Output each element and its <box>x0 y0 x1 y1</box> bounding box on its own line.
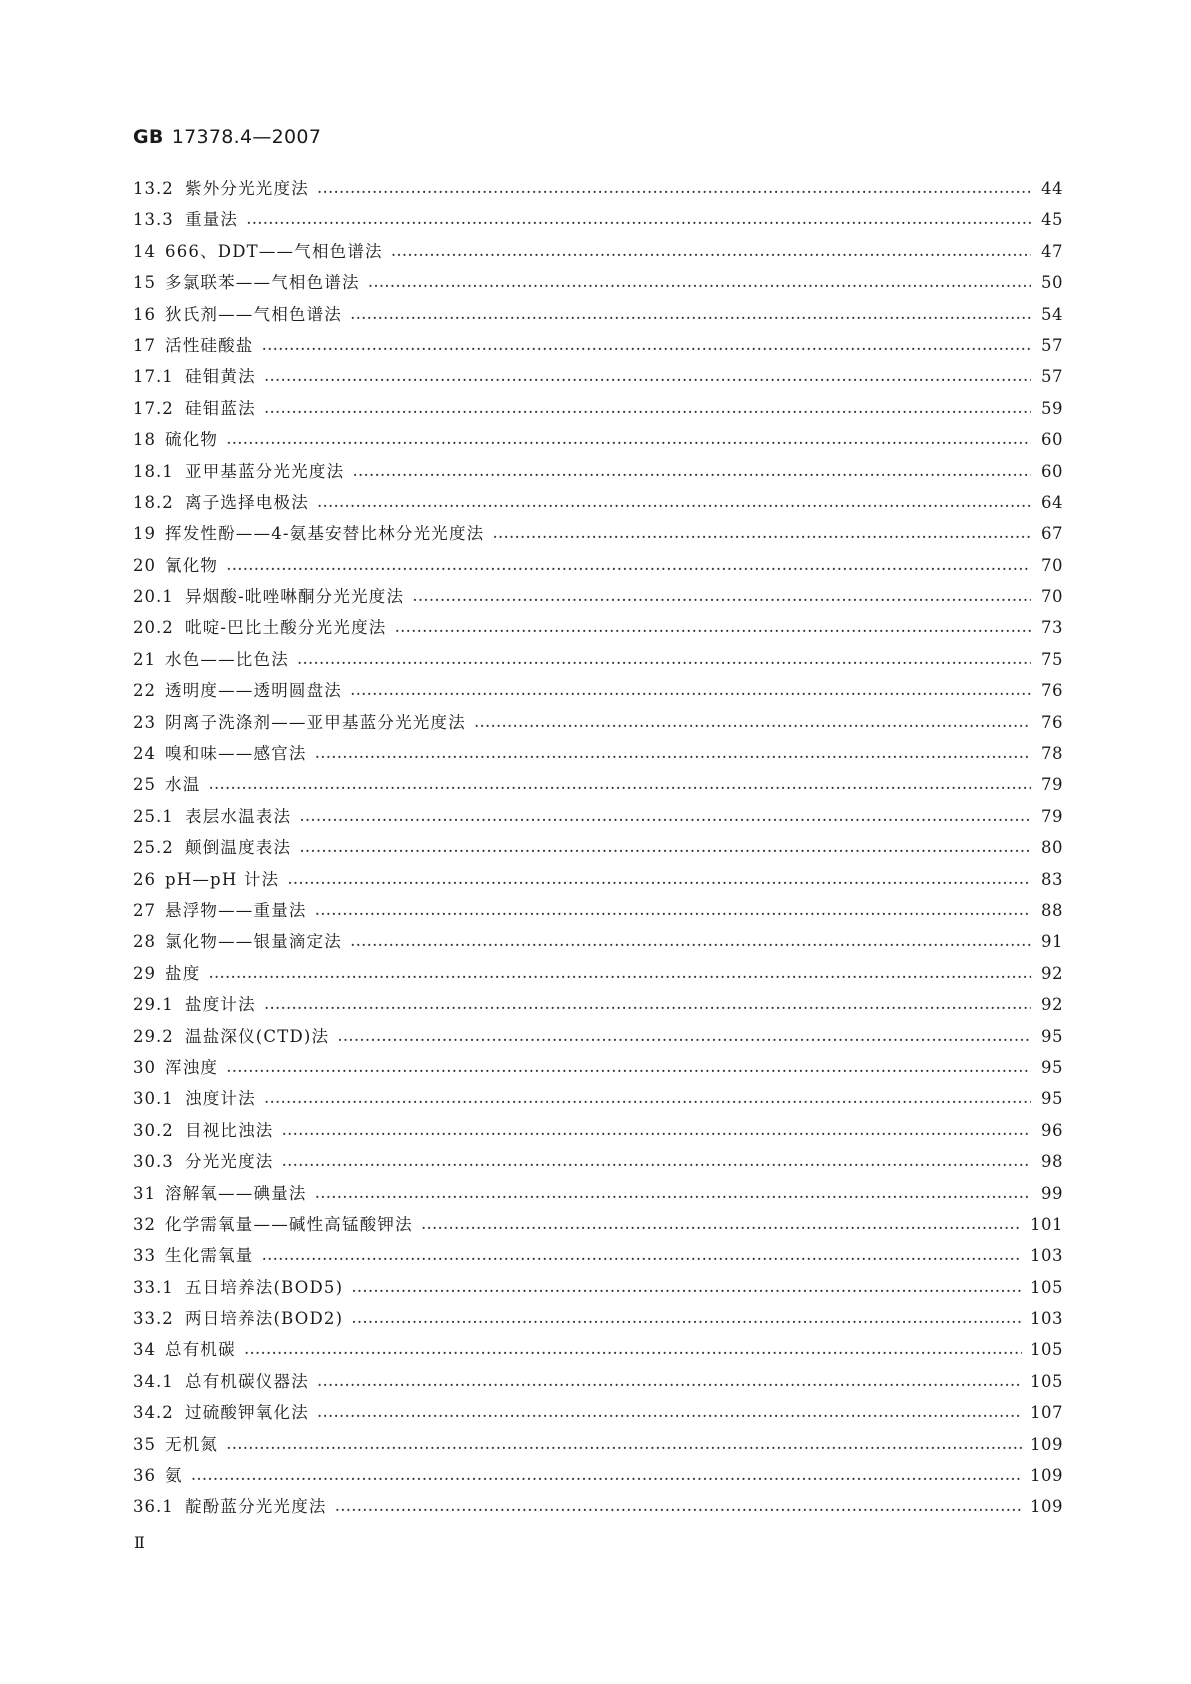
toc-entry[interactable] <box>133 680 1063 711</box>
toc-entry-page: 45 <box>1041 210 1063 230</box>
toc-entry-title: 浑浊度 <box>165 1057 219 1077</box>
toc-entry-number: 34.2 <box>133 1403 174 1423</box>
toc-entry-page: 83 <box>1041 869 1063 889</box>
toc-dot-leader <box>262 1245 1023 1267</box>
toc-entry-page: 57 <box>1041 367 1063 387</box>
toc-entry-title: 总有机碳 <box>165 1340 236 1360</box>
toc-dot-leader <box>246 209 1031 231</box>
toc-dot-leader <box>317 178 1031 200</box>
toc-entry-page: 109 <box>1030 1466 1063 1486</box>
toc-entry-number: 29 <box>133 963 156 983</box>
toc-entry-number: 30.2 <box>133 1120 174 1140</box>
toc-dot-leader <box>315 743 1031 765</box>
toc-entry-number: 13.3 <box>133 210 174 230</box>
toc-entry-number: 24 <box>133 744 156 764</box>
toc-entry-number: 18.1 <box>133 461 174 481</box>
toc-entry-title: 分光光度法 <box>185 1152 274 1172</box>
toc-entry-page: 103 <box>1030 1246 1063 1266</box>
toc-dot-leader <box>350 931 1031 953</box>
toc-dot-leader <box>191 1465 1022 1487</box>
toc-entry-page: 79 <box>1041 775 1063 795</box>
toc-dot-leader <box>335 1496 1022 1518</box>
toc-dot-leader <box>282 1151 1032 1173</box>
toc-entry-page: 101 <box>1030 1214 1063 1234</box>
toc-dot-leader <box>299 837 1031 859</box>
toc-dot-leader <box>317 1402 1022 1424</box>
toc-entry-number: 33 <box>133 1246 156 1266</box>
toc-entry-page: 47 <box>1041 241 1063 261</box>
toc-entry[interactable] <box>133 1496 1063 1527</box>
toc-entry[interactable] <box>133 335 1063 366</box>
toc-entry-number: 34.1 <box>133 1371 174 1391</box>
toc-dot-leader <box>492 523 1031 545</box>
page-number-footer: Ⅱ <box>134 1533 145 1552</box>
toc-entry-title: 靛酚蓝分光光度法 <box>185 1497 327 1517</box>
toc-entry-page: 44 <box>1041 179 1063 198</box>
toc-entry-page: 107 <box>1030 1403 1063 1423</box>
standard-number: 17378.4—2007 <box>171 126 322 148</box>
toc-entry-title: 盐度 <box>165 963 201 983</box>
toc-entry-page: 91 <box>1041 932 1063 952</box>
toc-dot-leader <box>264 366 1031 388</box>
toc-entry[interactable] <box>133 806 1063 837</box>
table-of-contents <box>133 178 1063 1528</box>
toc-entry-page: 67 <box>1041 524 1063 544</box>
toc-entry-page: 103 <box>1030 1309 1063 1329</box>
toc-entry-number: 34 <box>133 1340 156 1360</box>
toc-dot-leader <box>264 398 1031 420</box>
toc-entry-page: 105 <box>1030 1371 1063 1391</box>
toc-entry-page: 109 <box>1030 1497 1063 1517</box>
toc-entry-page: 70 <box>1041 555 1063 575</box>
toc-entry-title: 异烟酸-吡唑啉酮分光光度法 <box>185 587 405 607</box>
toc-entry-number: 18 <box>133 430 156 450</box>
toc-entry-title: 重量法 <box>185 210 239 230</box>
toc-dot-leader <box>391 241 1031 263</box>
toc-dot-leader <box>394 617 1031 639</box>
toc-entry-title: 温盐深仪(CTD)法 <box>185 1026 330 1046</box>
toc-entry-number: 23 <box>133 712 156 732</box>
toc-entry-number: 29.2 <box>133 1026 174 1046</box>
toc-entry-page: 88 <box>1041 900 1063 920</box>
toc-entry[interactable] <box>133 241 1063 272</box>
toc-entry-page: 50 <box>1041 273 1063 293</box>
toc-entry-title: 挥发性酚——4-氨基安替比林分光光度法 <box>165 524 485 544</box>
toc-dot-leader <box>244 1339 1022 1361</box>
toc-entry[interactable] <box>133 994 1063 1025</box>
toc-dot-leader <box>317 1371 1022 1393</box>
toc-dot-leader <box>208 963 1031 985</box>
toc-dot-leader <box>317 492 1031 514</box>
toc-entry[interactable] <box>133 398 1063 429</box>
toc-dot-leader <box>412 586 1031 608</box>
toc-entry-page: 57 <box>1041 335 1063 355</box>
toc-entry-title: 氨 <box>165 1466 183 1486</box>
toc-entry[interactable] <box>133 1402 1063 1433</box>
toc-entry-title: 紫外分光光度法 <box>185 179 309 198</box>
toc-dot-leader <box>226 1434 1022 1456</box>
toc-entry-number: 32 <box>133 1214 156 1234</box>
toc-entry-page: 96 <box>1041 1120 1063 1140</box>
toc-entry-number: 29.1 <box>133 995 174 1015</box>
standard-prefix: GB <box>133 126 164 148</box>
toc-entry-page: 59 <box>1041 398 1063 418</box>
toc-entry-title: 硫化物 <box>165 430 219 450</box>
toc-entry-title: 吡啶-巴比土酸分光光度法 <box>185 618 387 638</box>
toc-entry-number: 31 <box>133 1183 156 1203</box>
toc-entry[interactable] <box>133 1183 1063 1214</box>
toc-entry-title: 悬浮物——重量法 <box>165 900 307 920</box>
toc-entry-number: 19 <box>133 524 156 544</box>
toc-entry[interactable] <box>133 1308 1063 1339</box>
toc-entry-number: 33.1 <box>133 1277 174 1297</box>
toc-entry-title: 目视比浊法 <box>185 1120 274 1140</box>
toc-entry-page: 64 <box>1041 492 1063 512</box>
toc-entry[interactable] <box>133 774 1063 805</box>
toc-entry-page: 99 <box>1041 1183 1063 1203</box>
toc-entry-title: 阴离子洗涤剂——亚甲基蓝分光光度法 <box>165 712 466 732</box>
toc-entry[interactable] <box>133 461 1063 492</box>
toc-entry[interactable] <box>133 931 1063 962</box>
toc-entry[interactable] <box>133 617 1063 648</box>
toc-entry-number: 26 <box>133 869 156 889</box>
toc-entry-page: 92 <box>1041 995 1063 1015</box>
toc-dot-leader <box>264 994 1031 1016</box>
toc-entry[interactable] <box>133 1245 1063 1276</box>
toc-dot-leader <box>297 649 1031 671</box>
toc-dot-leader <box>350 680 1031 702</box>
toc-dot-leader <box>264 1088 1031 1110</box>
toc-entry[interactable] <box>133 1120 1063 1151</box>
toc-entry[interactable] <box>133 1465 1063 1496</box>
toc-entry-title: 硅钼黄法 <box>185 367 256 387</box>
toc-entry[interactable] <box>133 1339 1063 1370</box>
toc-entry[interactable] <box>133 1088 1063 1119</box>
toc-dot-leader <box>226 555 1031 577</box>
toc-entry[interactable] <box>133 869 1063 900</box>
toc-entry[interactable] <box>133 963 1063 994</box>
toc-entry-number: 30.1 <box>133 1089 174 1109</box>
toc-entry-number: 36 <box>133 1466 156 1486</box>
toc-entry-title: 溶解氧——碘量法 <box>165 1183 307 1203</box>
toc-entry-page: 60 <box>1041 461 1063 481</box>
toc-entry-number: 17.1 <box>133 367 174 387</box>
toc-entry-title: 无机氮 <box>165 1434 219 1454</box>
toc-entry-title: 水温 <box>165 775 201 795</box>
toc-dot-leader <box>226 429 1031 451</box>
toc-entry-page: 95 <box>1041 1026 1063 1046</box>
toc-entry-page: 60 <box>1041 430 1063 450</box>
toc-entry-number: 13.2 <box>133 179 174 198</box>
toc-entry-title: 狄氏剂——气相色谱法 <box>165 304 342 324</box>
toc-entry-page: 109 <box>1030 1434 1063 1454</box>
toc-entry-number: 18.2 <box>133 492 174 512</box>
toc-dot-leader <box>421 1214 1022 1236</box>
toc-entry-page: 95 <box>1041 1057 1063 1077</box>
toc-entry[interactable] <box>133 1026 1063 1057</box>
toc-entry-title: 过硫酸钾氧化法 <box>185 1403 309 1423</box>
document-header <box>133 126 321 148</box>
toc-entry[interactable] <box>133 366 1063 397</box>
toc-entry-page: 70 <box>1041 587 1063 607</box>
toc-entry-number: 30.3 <box>133 1152 174 1172</box>
toc-entry-title: 颠倒温度表法 <box>185 838 292 858</box>
toc-entry-title: 总有机碳仪器法 <box>185 1371 309 1391</box>
toc-entry-title: 离子选择电极法 <box>185 492 309 512</box>
toc-dot-leader <box>262 335 1032 357</box>
toc-entry[interactable] <box>133 900 1063 931</box>
toc-entry-title: 嗅和味——感官法 <box>165 744 307 764</box>
toc-entry-number: 17 <box>133 335 156 355</box>
toc-entry-number: 17.2 <box>133 398 174 418</box>
toc-dot-leader <box>351 1308 1022 1330</box>
toc-dot-leader <box>337 1026 1031 1048</box>
toc-entry-title: 五日培养法(BOD5) <box>185 1277 344 1297</box>
toc-entry[interactable] <box>133 1277 1063 1308</box>
toc-entry-title: 盐度计法 <box>185 995 256 1015</box>
toc-dot-leader <box>315 1183 1031 1205</box>
toc-entry-page: 95 <box>1041 1089 1063 1109</box>
toc-entry[interactable] <box>133 178 1063 209</box>
toc-entry-page: 54 <box>1041 304 1063 324</box>
toc-entry-page: 76 <box>1041 681 1063 701</box>
toc-entry[interactable] <box>133 712 1063 743</box>
toc-dot-leader <box>287 869 1031 891</box>
toc-entry-number: 14 <box>133 241 156 261</box>
toc-entry-number: 16 <box>133 304 156 324</box>
toc-dot-leader <box>351 1277 1022 1299</box>
toc-entry-title: 两日培养法(BOD2) <box>185 1309 344 1329</box>
toc-entry-title: 硅钼蓝法 <box>185 398 256 418</box>
toc-entry-title: pH—pH 计法 <box>165 869 280 889</box>
toc-entry[interactable] <box>133 1057 1063 1088</box>
toc-entry-number: 20.1 <box>133 587 174 607</box>
toc-entry-number: 20.2 <box>133 618 174 638</box>
toc-entry-title: 生化需氧量 <box>165 1246 254 1266</box>
toc-entry[interactable] <box>133 1371 1063 1402</box>
toc-entry-number: 33.2 <box>133 1309 174 1329</box>
toc-entry-number: 35 <box>133 1434 156 1454</box>
toc-entry-page: 98 <box>1041 1152 1063 1172</box>
toc-entry[interactable] <box>133 743 1063 774</box>
toc-entry[interactable] <box>133 1151 1063 1182</box>
toc-entry-page: 105 <box>1030 1340 1063 1360</box>
toc-entry[interactable] <box>133 649 1063 680</box>
toc-dot-leader <box>350 304 1031 326</box>
toc-entry[interactable] <box>133 586 1063 617</box>
toc-entry-title: 氰化物 <box>165 555 219 575</box>
toc-entry-number: 25.2 <box>133 838 174 858</box>
toc-entry[interactable] <box>133 429 1063 460</box>
toc-entry-page: 80 <box>1041 838 1063 858</box>
toc-entry-number: 25 <box>133 775 156 795</box>
toc-entry[interactable] <box>133 304 1063 335</box>
toc-entry-title: 多氯联苯——气相色谱法 <box>165 273 360 293</box>
toc-entry[interactable] <box>133 523 1063 554</box>
toc-entry-number: 25.1 <box>133 806 174 826</box>
toc-entry-page: 79 <box>1041 806 1063 826</box>
toc-entry[interactable] <box>133 837 1063 868</box>
toc-entry-title: 浊度计法 <box>185 1089 256 1109</box>
toc-entry-number: 22 <box>133 681 156 701</box>
toc-entry[interactable] <box>133 1434 1063 1465</box>
toc-dot-leader <box>315 900 1031 922</box>
toc-dot-leader <box>282 1120 1032 1142</box>
toc-entry[interactable] <box>133 272 1063 303</box>
toc-entry-title: 透明度——透明圆盘法 <box>165 681 342 701</box>
toc-entry-number: 27 <box>133 900 156 920</box>
toc-dot-leader <box>226 1057 1031 1079</box>
toc-entry-number: 21 <box>133 649 156 669</box>
toc-entry-title: 亚甲基蓝分光光度法 <box>185 461 345 481</box>
toc-entry[interactable] <box>133 1214 1063 1245</box>
toc-entry-title: 化学需氧量——碱性高锰酸钾法 <box>165 1214 413 1234</box>
toc-entry-title: 666、DDT——气相色谱法 <box>165 241 383 261</box>
toc-entry-page: 105 <box>1030 1277 1063 1297</box>
toc-dot-leader <box>208 774 1031 796</box>
toc-dot-leader <box>299 806 1031 828</box>
toc-entry-page: 92 <box>1041 963 1063 983</box>
toc-dot-leader <box>474 712 1031 734</box>
toc-entry[interactable] <box>133 492 1063 523</box>
toc-entry-title: 氯化物——银量滴定法 <box>165 932 342 952</box>
toc-entry[interactable] <box>133 209 1063 240</box>
toc-entry-number: 28 <box>133 932 156 952</box>
toc-entry-number: 20 <box>133 555 156 575</box>
toc-entry-page: 75 <box>1041 649 1063 669</box>
toc-entry-page: 73 <box>1041 618 1063 638</box>
toc-entry-title: 表层水温表法 <box>185 806 292 826</box>
toc-entry-title: 水色——比色法 <box>165 649 289 669</box>
toc-dot-leader <box>352 461 1031 483</box>
toc-dot-leader <box>368 272 1031 294</box>
toc-entry-number: 30 <box>133 1057 156 1077</box>
toc-entry-title: 活性硅酸盐 <box>165 335 254 355</box>
toc-entry[interactable] <box>133 555 1063 586</box>
toc-entry-number: 15 <box>133 273 156 293</box>
toc-entry-page: 76 <box>1041 712 1063 732</box>
toc-entry-number: 36.1 <box>133 1497 174 1517</box>
toc-entry-page: 78 <box>1041 744 1063 764</box>
